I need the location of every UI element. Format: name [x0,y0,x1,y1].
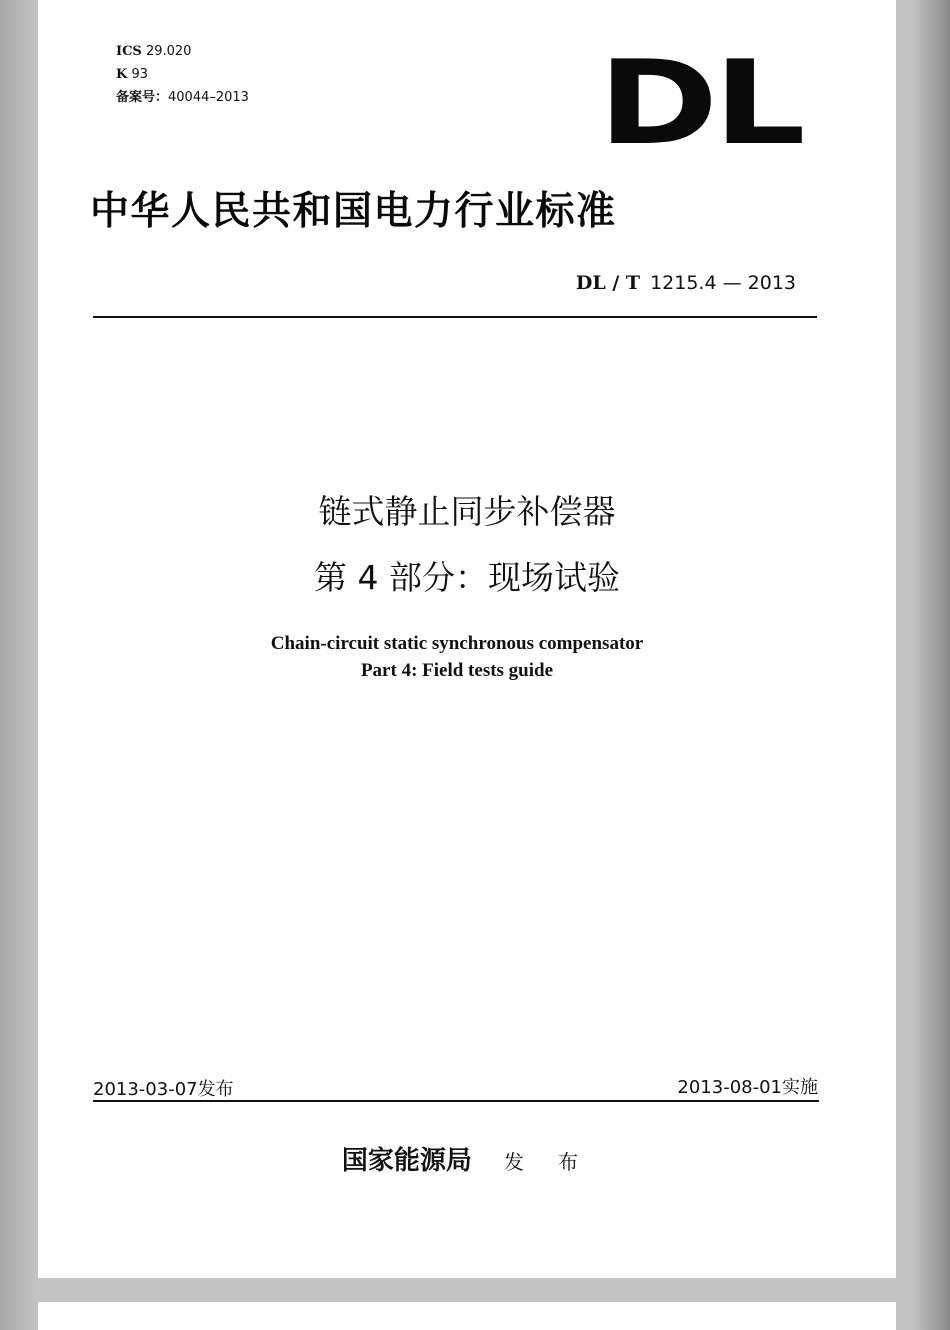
ics-label: ICS [116,44,142,59]
publisher-org: 国家能源局 [341,1146,472,1176]
dl-logo: DL [598,36,801,171]
standard-code-number: 1215.4 — 2013 [650,272,796,294]
next-page-edge [38,1302,896,1330]
title-en-line1: Chain-circuit static synchronous compensator [270,633,644,654]
standard-title: 中华人民共和国电力行业标准 [90,189,617,234]
title-en-line2: Part 4: Field tests guide [360,660,554,681]
title-zh-line1: 链式静止同步补偿器 [318,492,616,531]
k-line [116,63,249,86]
ics-line [116,40,249,63]
classification-block [116,40,249,109]
publisher-action: 发 布 [503,1150,593,1174]
record-value: 40044–2013 [168,90,249,105]
title-zh-line2: 第 4 部分：现场试验 [314,558,620,597]
implement-date: 2013-08-01实施 [677,1077,818,1098]
issue-date: 2013-03-07发布 [93,1079,234,1100]
standard-code-prefix: DL / T [575,272,641,294]
top-divider [93,316,817,318]
cover-page [38,0,896,1278]
k-label: K [116,67,128,82]
ics-value: 29.020 [145,44,192,59]
record-label: 备案号： [116,90,169,105]
k-value: 93 [131,67,148,82]
standard-code [576,272,796,294]
bottom-divider [93,1100,819,1102]
publisher-line [38,1140,896,1177]
record-line [116,86,249,109]
